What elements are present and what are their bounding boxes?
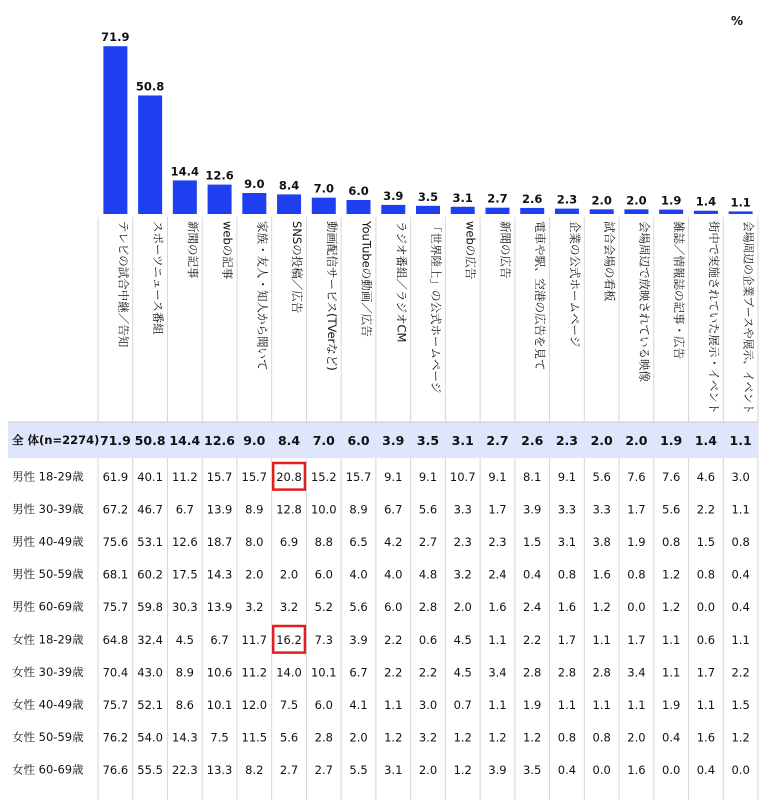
segment-row-value: 9.1 (488, 469, 507, 484)
segment-row-value: 12.0 (241, 698, 268, 712)
segment-row-value: 75.6 (102, 535, 129, 549)
segment-row-value: 4.1 (349, 698, 368, 712)
segment-row-value: 1.1 (627, 698, 646, 712)
bar-value-label: 6.0 (348, 184, 369, 198)
category-label: 動画配信サービス(TVerなど) (324, 221, 339, 371)
segment-row-value: 2.2 (696, 502, 716, 517)
segment-row-value: 75.7 (102, 698, 129, 712)
segment-row-value: 18.7 (206, 535, 233, 549)
segment-row-label: 女性 18-29歳 (12, 632, 84, 647)
segment-row-value: 75.7 (102, 600, 129, 615)
segment-row-value: 32.4 (137, 632, 163, 647)
segment-row-value: 15.7 (345, 469, 372, 484)
bar (485, 208, 509, 214)
total-row-value: 12.6 (204, 433, 236, 448)
bar (277, 194, 301, 214)
segment-row-value: 0.4 (523, 567, 542, 582)
category-label: 会場周辺の企業ブースや展示、イベント (741, 221, 756, 428)
segment-row-value: 7.5 (279, 698, 299, 712)
segment-row-value: 76.6 (102, 763, 129, 778)
segment-row-value: 2.3 (488, 535, 507, 549)
segment-row-value: 5.6 (592, 469, 611, 484)
segment-row-value: 8.9 (349, 502, 368, 517)
segment-row-value: 1.9 (662, 698, 681, 712)
segment-row-value: 14.3 (172, 730, 198, 745)
segment-row-value: 8.9 (245, 502, 264, 517)
segment-row-value: 2.8 (523, 665, 542, 680)
segment-row-value: 7.3 (314, 632, 333, 647)
total-row-value: 2.0 (625, 433, 648, 448)
segment-row-value: 3.2 (279, 600, 299, 615)
category-label: YouTubeの動画／広告 (359, 221, 374, 337)
segment-row-value: 9.1 (418, 469, 438, 484)
segment-row-value: 0.0 (662, 763, 681, 778)
segment-row-value: 10.1 (206, 698, 233, 712)
category-label: webの広告 (463, 221, 478, 280)
segment-row-value: 1.2 (523, 730, 542, 745)
total-row-label: 全 体(n=2274) (12, 433, 100, 447)
segment-row-value: 8.1 (523, 469, 542, 484)
category-label: 企業の公式ホームページ (567, 221, 582, 348)
total-row-value: 50.8 (134, 433, 166, 448)
segment-row-label: 男性 50-59歳 (12, 567, 84, 582)
segment-row-label: 男性 40-49歳 (12, 534, 84, 549)
segment-row-value: 0.8 (592, 730, 611, 745)
segment-row-value: 1.1 (488, 698, 507, 712)
bar (208, 185, 232, 214)
segment-row-value: 8.8 (314, 535, 333, 549)
category-label: webの記事 (220, 221, 235, 280)
segment-row-value: 1.7 (557, 632, 577, 647)
segment-row-value: 2.7 (314, 763, 333, 778)
segment-row-value: 14.3 (206, 567, 233, 582)
total-row-value: 3.9 (382, 433, 405, 448)
segment-row-value: 3.9 (349, 632, 368, 647)
segment-row-label: 男性 18-29歳 (12, 469, 84, 484)
bar (694, 211, 718, 214)
bar-value-label: 3.5 (417, 189, 439, 204)
segment-row-value: 6.9 (279, 535, 299, 549)
segment-row-value: 5.6 (349, 600, 368, 615)
unit-label: % (730, 14, 743, 28)
segment-row-value: 2.2 (418, 665, 438, 680)
bar-value-label: 2.0 (626, 193, 647, 208)
segment-row-value: 1.7 (627, 632, 646, 647)
segment-row-value: 5.5 (349, 763, 368, 778)
segment-row-label: 女性 40-49歳 (12, 697, 84, 712)
segment-row-value: 1.1 (592, 698, 611, 712)
segment-row-value: 6.0 (314, 567, 333, 582)
bar (312, 198, 336, 214)
segment-row-value: 5.6 (662, 502, 681, 517)
bar-value-label: 14.4 (170, 164, 200, 179)
segment-row-value: 1.6 (488, 600, 507, 615)
segment-row-value: 2.0 (349, 730, 368, 745)
segment-row-value: 11.2 (172, 469, 198, 484)
total-row-value: 3.5 (416, 433, 440, 448)
segment-row-value: 1.5 (523, 535, 542, 549)
segment-row-value: 1.1 (384, 698, 403, 712)
segment-row-value: 0.0 (731, 763, 750, 778)
segment-row-value: 2.8 (314, 730, 333, 745)
segment-row-value: 3.4 (488, 665, 507, 680)
segment-row-value: 1.9 (523, 698, 542, 712)
segment-row-value: 3.2 (245, 600, 264, 615)
segment-row-value: 6.0 (314, 698, 333, 712)
segment-row-value: 1.6 (627, 763, 646, 778)
segment-row-value: 13.9 (206, 502, 233, 517)
bar-value-label: 3.1 (452, 190, 473, 205)
total-row-value: 8.4 (277, 433, 301, 448)
segment-row-value: 2.4 (523, 600, 542, 615)
segment-row-value: 4.5 (175, 632, 194, 647)
total-row-value: 1.9 (660, 433, 683, 448)
segment-row-value: 12.6 (172, 535, 198, 549)
bar-value-label: 7.0 (313, 181, 334, 196)
segment-row-value: 0.6 (696, 632, 716, 647)
segment-row-value: 15.7 (241, 469, 268, 484)
segment-row-value: 43.0 (137, 665, 163, 680)
bar-value-label: 9.0 (244, 177, 265, 191)
segment-row-value: 11.7 (241, 632, 268, 647)
segment-row-value: 0.8 (662, 535, 681, 549)
segment-row-value: 61.9 (102, 469, 129, 484)
segment-row-value: 10.1 (310, 665, 337, 680)
segment-row-value: 2.0 (245, 567, 264, 582)
segment-row-value: 12.8 (276, 502, 302, 517)
bar-value-label: 2.7 (487, 191, 508, 206)
segment-row-value: 11.5 (241, 730, 268, 745)
segment-row-value: 3.0 (731, 469, 750, 484)
segment-row-value: 0.8 (696, 567, 716, 582)
segment-row-value: 3.1 (384, 763, 403, 778)
total-row-value: 9.0 (243, 433, 266, 448)
segment-row-value: 3.2 (453, 567, 472, 582)
segment-row-value: 2.0 (627, 730, 646, 745)
segment-row-value: 7.6 (627, 469, 646, 484)
bar (138, 95, 162, 214)
segment-row-value: 2.2 (731, 665, 750, 680)
segment-row-value: 1.1 (557, 698, 577, 712)
bar (242, 193, 266, 214)
segment-row-value: 5.6 (279, 730, 299, 745)
segment-row-value: 1.9 (627, 535, 646, 549)
segment-row-value: 3.4 (627, 665, 646, 680)
segment-row-value: 54.0 (137, 730, 163, 745)
bar (624, 209, 648, 214)
bar (173, 180, 197, 214)
segment-row-value: 0.4 (662, 730, 681, 745)
bar-value-label: 2.3 (556, 192, 578, 207)
bar (416, 206, 440, 214)
segment-row-value: 0.4 (731, 600, 750, 615)
segment-row-value: 1.7 (627, 502, 646, 517)
category-label: 電車や駅、空港の広告を見て (533, 221, 548, 371)
segment-row-label: 女性 60-69歳 (12, 762, 84, 777)
segment-row-value: 13.9 (206, 600, 233, 615)
segment-row-value: 1.6 (696, 730, 716, 745)
segment-row-value: 10.7 (449, 469, 476, 484)
segment-row-value: 8.9 (175, 665, 194, 680)
segment-row-value: 1.2 (453, 730, 472, 745)
segment-row-value: 3.8 (592, 535, 611, 549)
segment-row-value: 60.2 (137, 567, 163, 582)
segment-row-value: 67.2 (102, 502, 129, 517)
segment-row-value: 6.7 (175, 502, 194, 517)
segment-row-value: 15.7 (206, 469, 233, 484)
segment-row-value: 1.2 (662, 600, 681, 615)
total-row-value: 2.7 (486, 433, 509, 448)
segment-row-value: 6.7 (349, 665, 368, 680)
segment-row-value: 6.0 (384, 600, 403, 615)
segment-row-value: 0.8 (557, 567, 577, 582)
category-label: SNSの投稿／広告 (290, 221, 305, 314)
bar (590, 209, 614, 214)
segment-row-value: 15.2 (310, 469, 337, 484)
segment-row-value: 1.5 (731, 698, 750, 712)
segment-row-value: 2.3 (453, 535, 472, 549)
category-label: 新聞の記事 (185, 221, 200, 279)
segment-row-value: 64.8 (102, 632, 129, 647)
total-row-value: 1.1 (729, 433, 752, 448)
segment-row-value: 1.5 (696, 535, 716, 549)
total-row-value: 2.0 (590, 433, 613, 448)
segment-row-value: 0.8 (557, 730, 577, 745)
segment-row-value: 8.6 (175, 698, 194, 712)
segment-row-value: 20.8 (276, 469, 302, 484)
segment-row-value: 3.2 (418, 730, 438, 745)
segment-row-value: 1.1 (662, 665, 681, 680)
segment-row-value: 1.1 (592, 632, 611, 647)
segment-row-value: 0.0 (696, 600, 716, 615)
segment-row-value: 7.5 (210, 730, 229, 745)
segment-row-value: 4.6 (696, 469, 716, 484)
segment-row-label: 女性 30-39歳 (12, 664, 84, 679)
segment-row-value: 5.2 (314, 600, 333, 615)
segment-row-value: 1.1 (662, 632, 681, 647)
segment-row-value: 70.4 (102, 665, 129, 680)
segment-row-label: 女性 50-59歳 (12, 730, 84, 745)
segment-row-value: 10.6 (206, 665, 233, 680)
category-label: 試合会場の看板 (602, 221, 617, 302)
segment-row-value: 22.3 (172, 763, 198, 778)
segment-row-value: 2.0 (418, 763, 438, 778)
segment-row-value: 1.2 (453, 763, 472, 778)
segment-row-value: 1.2 (488, 730, 507, 745)
category-label: ラジオ番組／ラジオCM (394, 221, 409, 343)
segment-row-value: 1.6 (557, 600, 577, 615)
segment-row-value: 3.3 (592, 502, 611, 517)
segment-row-value: 0.6 (418, 632, 438, 647)
segment-row-value: 1.2 (662, 567, 681, 582)
bar (347, 200, 371, 214)
segment-row-value: 3.5 (523, 763, 542, 778)
bar-value-label: 2.6 (522, 191, 543, 206)
segment-row-value: 2.2 (523, 632, 542, 647)
category-label: 雑誌／情報誌の記事・広告 (672, 221, 687, 359)
segment-row-value: 2.0 (279, 567, 299, 582)
segment-row-value: 5.6 (418, 502, 438, 517)
bar (555, 209, 579, 214)
segment-row-value: 1.1 (488, 632, 507, 647)
bar-value-label: 12.6 (205, 168, 234, 183)
bar (103, 46, 127, 214)
segment-row-value: 1.2 (384, 730, 403, 745)
total-row-value: 3.1 (451, 433, 474, 448)
segment-row-value: 2.2 (384, 632, 403, 647)
segment-row-value: 13.3 (206, 763, 233, 778)
segment-row-value: 0.4 (557, 763, 577, 778)
segment-row-value: 4.0 (349, 567, 368, 582)
segment-row-value: 4.2 (384, 535, 403, 549)
segment-row-value: 1.2 (731, 730, 750, 745)
segment-row-value: 2.2 (384, 665, 403, 680)
bar-value-label: 2.0 (591, 193, 612, 208)
segment-row-value: 8.2 (245, 763, 264, 778)
segment-row-value: 1.1 (731, 502, 750, 517)
segment-row-value: 2.7 (418, 535, 438, 549)
segment-row-value: 2.4 (488, 567, 507, 582)
total-row-value: 7.0 (312, 433, 335, 448)
segment-row-value: 68.1 (102, 567, 129, 582)
segment-row-value: 6.7 (384, 502, 403, 517)
category-label: 新聞の広告 (498, 221, 513, 279)
total-row-value: 2.3 (555, 433, 579, 448)
segment-row-value: 2.8 (418, 600, 438, 615)
segment-row-value: 6.7 (210, 632, 229, 647)
bar (520, 208, 544, 214)
total-row-value: 6.0 (347, 433, 370, 448)
segment-row-value: 53.1 (137, 535, 163, 549)
bar-value-label: 1.1 (730, 195, 751, 210)
category-label: 「世界陸上」の公式ホームページ (429, 221, 443, 394)
bar-value-label: 3.9 (383, 188, 404, 203)
bar (451, 207, 475, 214)
segment-row-value: 0.4 (731, 567, 750, 582)
total-row-value: 14.4 (169, 433, 201, 448)
bar (729, 211, 753, 214)
segment-row-value: 40.1 (137, 469, 163, 484)
segment-row-value: 6.5 (349, 535, 368, 549)
bar-value-label: 8.4 (278, 178, 300, 193)
segment-row-value: 0.0 (592, 763, 611, 778)
category-label: テレビの試合中継／告知 (116, 221, 131, 348)
segment-row-value: 46.7 (137, 502, 163, 517)
segment-row-value: 3.9 (488, 763, 507, 778)
total-row-value: 1.4 (694, 433, 717, 448)
segment-row-value: 1.2 (592, 600, 611, 615)
segment-row-value: 7.6 (662, 469, 681, 484)
category-label: 会場周辺で放映されている映像 (637, 221, 652, 382)
segment-row-value: 52.1 (137, 698, 163, 712)
segment-row-value: 16.2 (276, 632, 302, 647)
segment-row-value: 30.3 (172, 600, 198, 615)
segment-row-value: 3.3 (453, 502, 472, 517)
bar-value-label: 71.9 (101, 30, 130, 45)
segment-row-value: 3.9 (523, 502, 542, 517)
bar-value-label: 50.8 (135, 79, 165, 94)
segment-row-value: 2.0 (453, 600, 472, 615)
segment-row-value: 4.5 (453, 665, 472, 680)
segment-row-value: 0.7 (453, 698, 472, 712)
segment-row-value: 14.0 (276, 665, 302, 680)
segment-row-value: 9.1 (384, 469, 403, 484)
segment-row-label: 男性 30-39歳 (12, 501, 84, 516)
segment-row-value: 4.0 (384, 567, 403, 582)
bar-value-label: 1.4 (695, 194, 717, 209)
segment-row-value: 1.1 (731, 632, 750, 647)
category-label: 家族・友人・知人から聞いて (255, 221, 270, 371)
segment-row-value: 1.6 (592, 567, 611, 582)
segment-row-value: 4.8 (418, 567, 438, 582)
category-label: スポーツニュース番組 (151, 221, 166, 335)
segment-row-label: 男性 60-69歳 (12, 599, 84, 614)
segment-row-value: 1.7 (696, 665, 716, 680)
segment-row-value: 3.1 (557, 535, 577, 549)
segment-row-value: 2.7 (279, 763, 299, 778)
segment-row-value: 10.0 (310, 502, 337, 517)
segment-row-value: 3.3 (557, 502, 577, 517)
category-label: 街中で実施されていた展示・イベント (706, 221, 721, 417)
segment-row-value: 4.5 (453, 632, 472, 647)
segment-row-value: 76.2 (102, 730, 129, 745)
segment-row-value: 2.8 (557, 665, 577, 680)
segment-row-value: 9.1 (557, 469, 577, 484)
segment-row-value: 2.8 (592, 665, 611, 680)
segment-row-value: 8.0 (245, 535, 264, 549)
segment-row-value: 0.0 (627, 600, 646, 615)
total-row-value: 71.9 (99, 433, 131, 448)
segment-row-value: 0.4 (696, 763, 716, 778)
segment-row-value: 17.5 (172, 567, 198, 582)
bar (381, 205, 405, 214)
bar (659, 210, 683, 214)
segment-row-value: 0.8 (627, 567, 646, 582)
total-row-value: 2.6 (521, 433, 544, 448)
segment-row-value: 0.8 (731, 535, 750, 549)
segment-row-value: 59.8 (137, 600, 163, 615)
segment-row-value: 3.0 (418, 698, 438, 712)
segment-row-value: 11.2 (241, 665, 268, 680)
bar-value-label: 1.9 (660, 193, 682, 208)
segment-row-value: 1.1 (696, 698, 716, 712)
segment-row-value: 1.7 (488, 502, 507, 517)
segment-row-value: 55.5 (137, 763, 163, 778)
